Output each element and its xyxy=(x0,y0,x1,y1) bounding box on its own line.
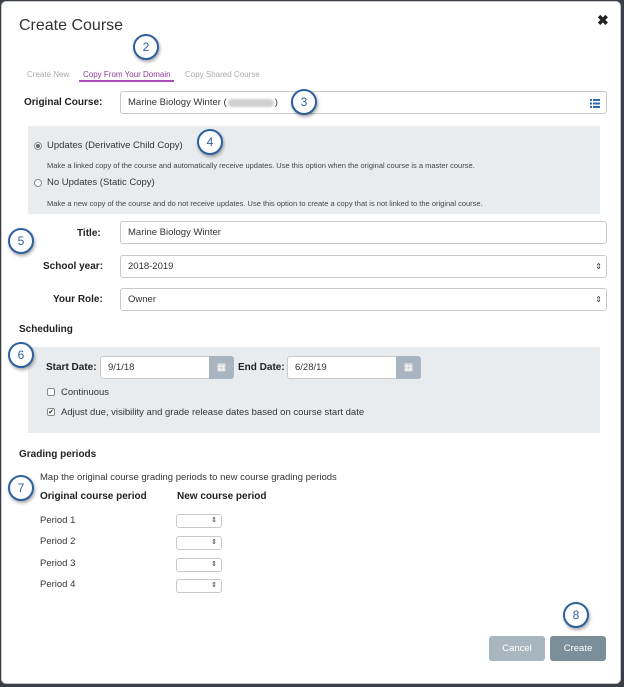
role-value: Owner xyxy=(128,294,156,305)
grading-heading: Grading periods xyxy=(19,449,97,460)
callout-badge: 3 xyxy=(291,89,317,115)
end-calendar-icon[interactable]: ▦ xyxy=(396,356,421,379)
select-arrows-icon: ⇕ xyxy=(595,295,602,304)
start-date-input[interactable]: 9/1/18 xyxy=(100,356,210,379)
callout-badge: 5 xyxy=(8,228,34,254)
title-label: Title: xyxy=(77,228,101,239)
period-label: Period 1 xyxy=(40,515,76,526)
continuous-checkbox[interactable] xyxy=(47,388,55,396)
end-date-label: End Date: xyxy=(238,362,285,373)
continuous-label[interactable]: Continuous xyxy=(61,387,110,398)
callout-badge: 8 xyxy=(563,602,589,628)
redacted-course-id xyxy=(228,99,274,107)
school-year-value: 2018-2019 xyxy=(128,261,174,272)
period-label: Period 4 xyxy=(40,579,76,590)
col-original-period: Original course period xyxy=(40,491,147,502)
title-input[interactable]: Marine Biology Winter xyxy=(120,221,607,244)
no-updates-label[interactable]: No Updates (Static Copy) xyxy=(47,177,155,188)
school-year-label: School year: xyxy=(43,261,104,272)
role-label: Your Role: xyxy=(53,294,103,305)
create-button[interactable]: Create xyxy=(550,636,606,661)
start-date-label: Start Date: xyxy=(46,362,97,373)
original-course-suffix: ) xyxy=(274,97,278,108)
new-period-select[interactable]: ⇕ xyxy=(176,514,222,528)
new-period-select[interactable]: ⇕ xyxy=(176,558,222,572)
list-icon[interactable] xyxy=(590,99,600,108)
updates-radio[interactable] xyxy=(34,142,42,150)
no-updates-description: Make a new copy of the course and do not receive updates. Use this option to create a copy that is not linked to the original course. xyxy=(47,199,483,208)
callout-badge: 7 xyxy=(8,475,34,501)
grading-instruction: Map the original course grading periods to new course grading periods xyxy=(40,472,337,483)
no-updates-radio[interactable] xyxy=(34,179,42,187)
original-course-label: Original Course: xyxy=(24,97,103,108)
new-period-select[interactable]: ⇕ xyxy=(176,579,222,593)
create-course-modal xyxy=(1,1,621,684)
active-tab-indicator xyxy=(79,80,174,82)
role-select[interactable] xyxy=(120,288,607,311)
period-label: Period 3 xyxy=(40,558,76,569)
select-arrows-icon: ⇕ xyxy=(595,262,602,271)
original-course-field[interactable] xyxy=(120,91,607,114)
modal-title: Create Course xyxy=(19,17,124,34)
callout-badge: 6 xyxy=(8,342,34,368)
updates-description: Make a linked copy of the course and automatically receive updates. Use this option when the original course is a master course. xyxy=(47,161,475,170)
end-date-input[interactable]: 6/28/19 xyxy=(287,356,397,379)
scheduling-heading: Scheduling xyxy=(19,324,73,335)
adjust-dates-checkbox[interactable]: ✔ xyxy=(48,409,54,416)
tab-copy-from-domain[interactable]: Copy From Your Domain xyxy=(83,70,171,79)
period-label: Period 2 xyxy=(40,536,76,547)
callout-badge: 2 xyxy=(133,34,159,60)
tab-copy-shared-course[interactable]: Copy Shared Course xyxy=(185,70,260,79)
callout-badge: 4 xyxy=(197,129,223,155)
close-icon[interactable]: ✖ xyxy=(597,12,609,28)
start-calendar-icon[interactable]: ▦ xyxy=(209,356,234,379)
cancel-button[interactable]: Cancel xyxy=(489,636,545,661)
school-year-select[interactable] xyxy=(120,255,607,278)
updates-label[interactable]: Updates (Derivative Child Copy) xyxy=(47,140,183,151)
original-course-prefix: Marine Biology Winter ( xyxy=(128,97,227,108)
col-new-period: New course period xyxy=(177,491,267,502)
tab-create-new[interactable]: Create New xyxy=(27,70,70,79)
adjust-dates-label[interactable]: Adjust due, visibility and grade release dates based on course start date xyxy=(61,407,365,418)
new-period-select[interactable]: ⇕ xyxy=(176,536,222,550)
